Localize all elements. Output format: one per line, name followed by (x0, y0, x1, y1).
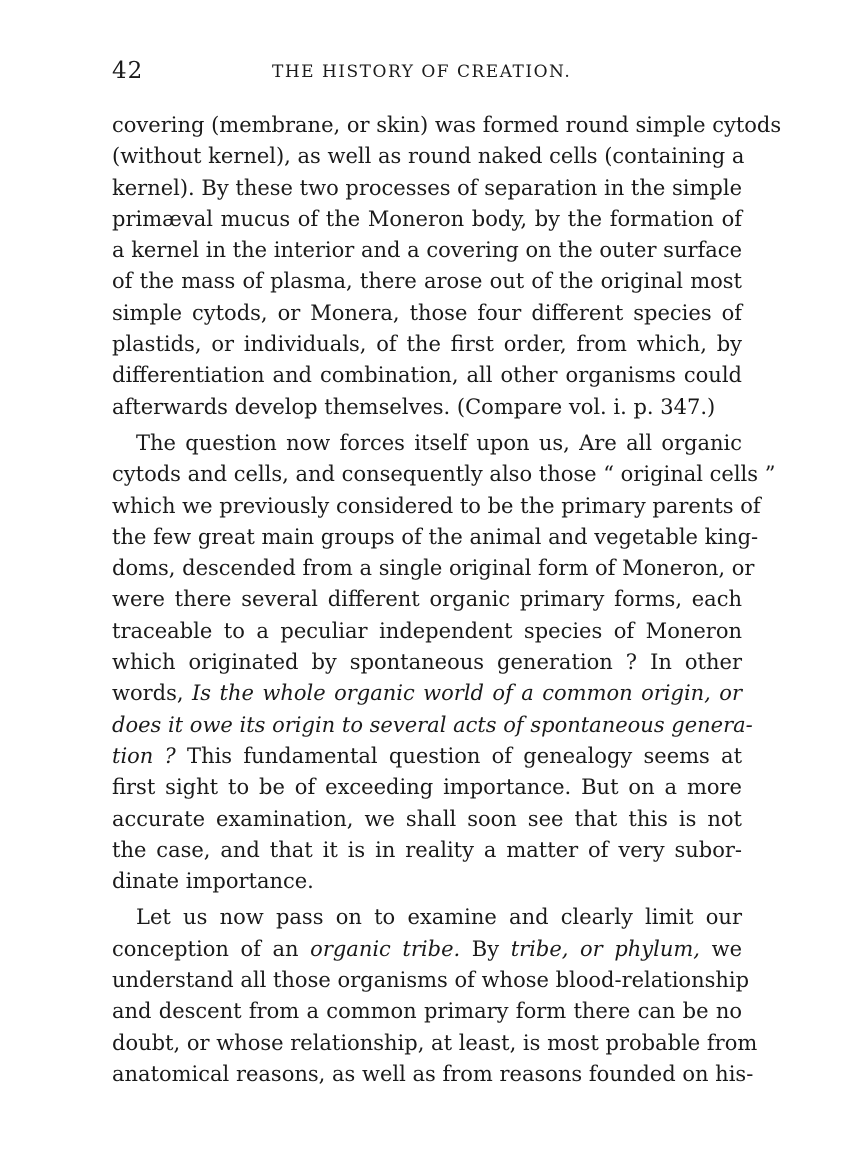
text-line (112, 522, 759, 553)
text-line (112, 804, 742, 835)
text-run: doubt, or whose relationship, at least, is most probable from (112, 1030, 758, 1055)
text-line (112, 710, 753, 741)
text-run: anatomical reasons, as well as from reasons founded on his- (112, 1061, 754, 1086)
running-head (112, 58, 742, 88)
text-run: kernel). By these two processes of separation in the simple (112, 175, 742, 200)
text-run: primæval mucus of the Moneron body, by the formation of (112, 206, 742, 231)
text-run: plastids, or individuals, of the first order, from which, by (112, 332, 742, 357)
text-run: accurate examination, we shall soon see that this is not (112, 806, 742, 831)
text-line (112, 553, 755, 584)
text-line (112, 204, 742, 235)
text-line (112, 428, 742, 459)
text-run: the few great main groups of the animal and vegetable king- (112, 524, 759, 549)
text-line (112, 392, 742, 423)
text-run: words, (112, 681, 192, 706)
text-line (112, 772, 742, 803)
paragraph (112, 428, 776, 897)
text-run: afterwards develop themselves. (Compare vol. i. p. 347.) (112, 394, 716, 419)
text-run: This fundamental question of genealogy seems at (175, 743, 743, 768)
text-run: cytods and cells, and consequently also those “ original cells ” (112, 462, 776, 487)
text-line (112, 329, 742, 360)
text-run: and descent from a common primary form there can be no (112, 999, 742, 1024)
text-line (112, 266, 742, 297)
text-run: differentiation and combination, all other organisms could (112, 363, 742, 388)
text-run: the case, and that it is in reality a matter of very subor- (112, 837, 742, 862)
text-run: were there several different organic primary forms, each (112, 587, 742, 612)
italic-text: tion ? (112, 743, 176, 768)
text-run: traceable to a peculiar independent species of Moneron (112, 618, 742, 643)
text-line (112, 298, 742, 329)
text-line (112, 1028, 758, 1059)
italic-text: tribe, or phylum, (510, 936, 700, 961)
text-line (112, 491, 761, 522)
text-run: conception of an (112, 936, 311, 961)
text-run: of the mass of plasma, there arose out of the original most (112, 269, 742, 294)
running-title: THE HISTORY OF CREATION. (272, 62, 572, 82)
text-line (112, 647, 742, 678)
text-line (112, 965, 750, 996)
paragraph (112, 902, 758, 1090)
text-line (112, 1059, 754, 1090)
text-line (112, 141, 745, 172)
text-run: The question now forces itself upon us, Are all organic (136, 430, 742, 455)
body-text (112, 110, 782, 1090)
text-run: covering (membrane, or skin) was formed round simple cytods (112, 113, 782, 137)
italic-text: Is the whole organic world of a common origin, or (192, 681, 742, 706)
text-line (112, 459, 776, 490)
text-run: dinate importance. (112, 869, 314, 894)
text-run: By (460, 936, 511, 961)
text-run: simple cytods, or Monera, those four different species of (112, 300, 742, 325)
text-run: (without kernel), as well as round naked cells (containing a (112, 144, 745, 169)
text-run: which originated by spontaneous generation ? In other (112, 650, 742, 675)
text-line (112, 584, 742, 615)
text-line (112, 741, 742, 772)
page-number: 42 (112, 58, 144, 84)
text-line (112, 173, 742, 204)
text-line (112, 616, 742, 647)
text-run: doms, descended from a single original form of Moneron, or (112, 556, 755, 581)
text-line (112, 934, 742, 965)
text-run: first sight to be of exceeding importance. But on a more (112, 775, 742, 800)
paragraph (112, 110, 782, 423)
text-run: which we previously considered to be the primary parents of (112, 493, 761, 518)
text-line (112, 360, 742, 391)
text-run: we (700, 936, 743, 961)
italic-text: does it owe its origin to several acts of spontaneous genera- (112, 712, 753, 737)
italic-text: organic tribe. (310, 936, 461, 961)
text-run: Let us now pass on to examine and clearly limit our (136, 905, 742, 930)
text-run: understand all those organisms of whose blood-relationship (112, 968, 750, 993)
text-line (112, 902, 742, 933)
text-line (112, 235, 742, 266)
text-line (112, 835, 742, 866)
text-line (112, 866, 742, 897)
text-run: a kernel in the interior and a covering on the outer surface (112, 238, 742, 263)
text-line (112, 110, 782, 141)
text-line (112, 996, 742, 1027)
text-line (112, 678, 742, 709)
